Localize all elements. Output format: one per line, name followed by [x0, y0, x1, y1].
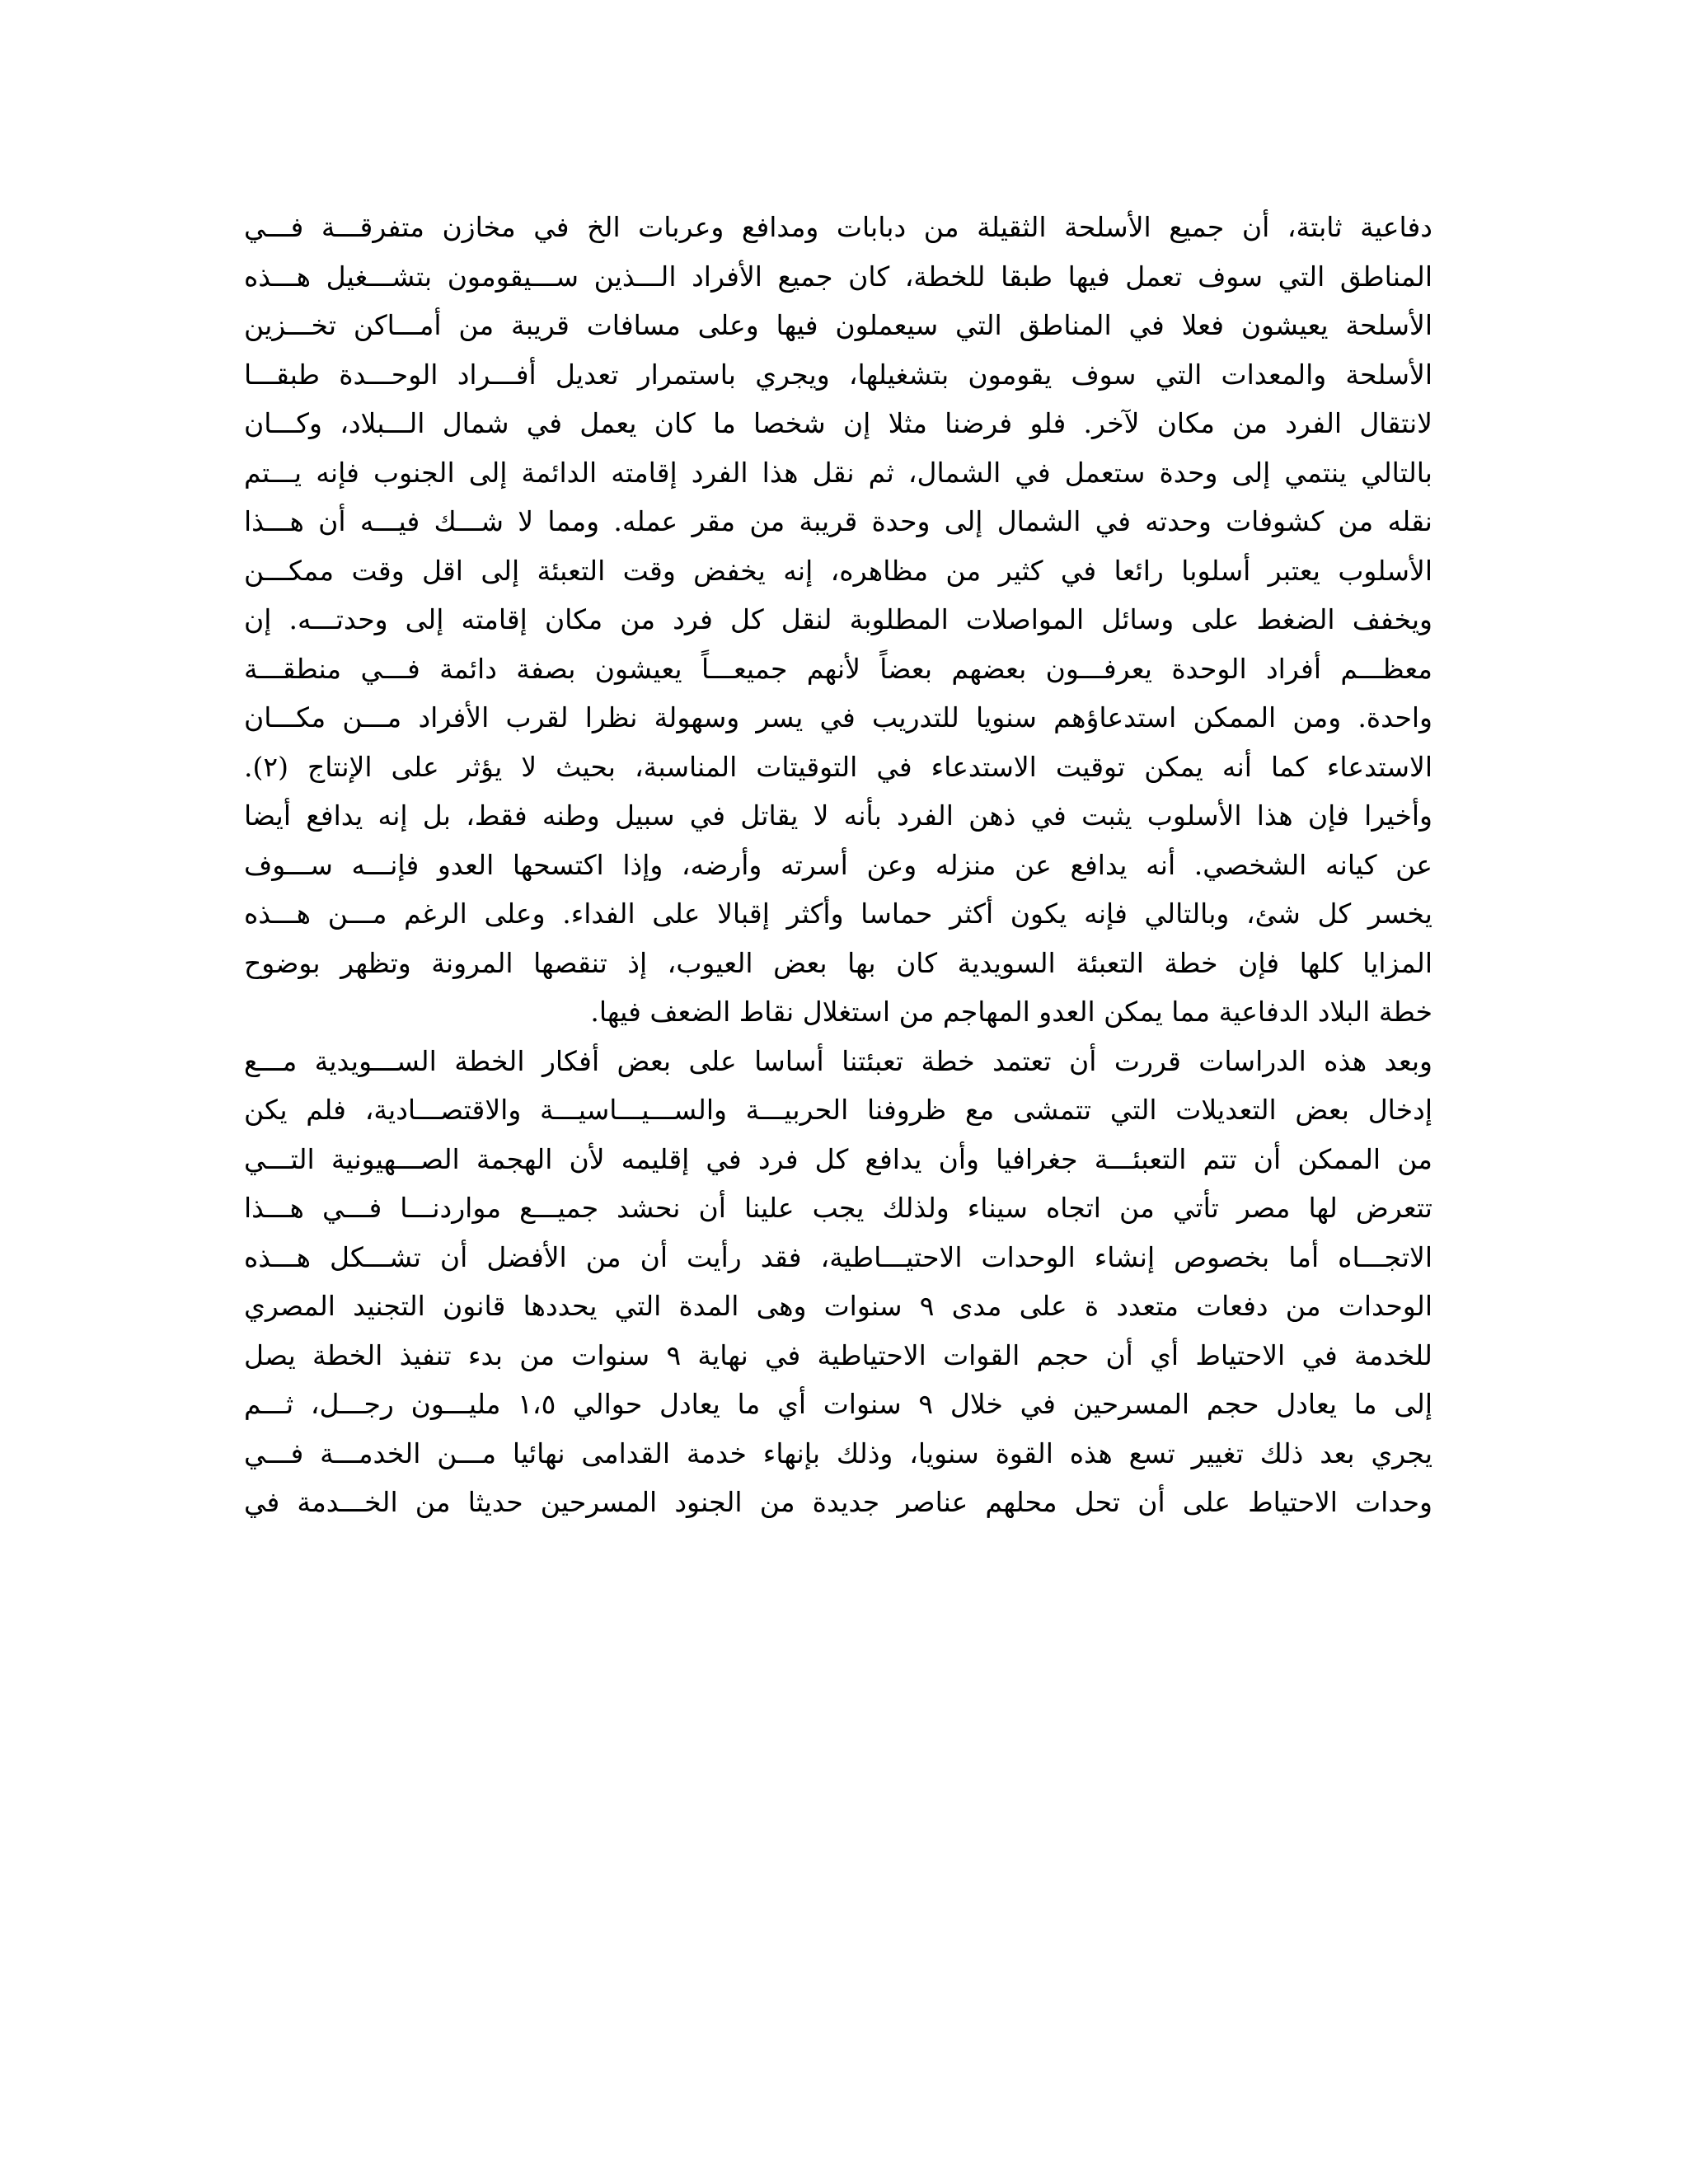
text-line: تتعرض لها مصر تأتي من اتجاه سيناء ولذلك يجب علينا أن نحشد جميـــع مواردنـــا فـــي هـــذا — [244, 1192, 1432, 1224]
text-line: إدخال بعض التعديلات التي تتمشى مع ظروفنا الحربيـــة والســـيـــاسيـــة والاقتصـــادية، فلم يكن — [244, 1094, 1432, 1126]
text-line: يجري بعد ذلك تغيير تسع هذه القوة سنويا، وذلك بإنهاء خدمة القدامى نهائيا مـــن الخدمـــة فـــي — [244, 1436, 1432, 1469]
body-text — [244, 203, 1432, 1527]
text-line: الأسلوب يعتبر أسلوبا رائعا في كثير من مظاهره، إنه يخفض وقت التعبئة إلى اقل وقت ممكـــن — [244, 554, 1432, 587]
text-line: الاستدعاء كما أنه يمكن توقيت الاستدعاء في التوقيتات المناسبة، بحيث لا يؤثر على الإنتاج (٢). — [244, 750, 1432, 783]
text-line: المزايا كلها فإن خطة التعبئة السويدية كان بها بعض العيوب، إذ تنقصها المرونة وتظهر بوضوح — [244, 946, 1432, 979]
text-line: نقله من كشوفات وحدته في الشمال إلى وحدة قريبة من مقر عمله. ومما لا شـــك فيـــه أن هـــذا — [244, 505, 1432, 537]
text-line: لانتقال الفرد من مكان لآخر. فلو فرضنا مثلا إن شخصا ما كان يعمل في شمال الـــبلاد، وكـــان — [244, 407, 1432, 439]
text-line: الأسلحة يعيشون فعلا في المناطق التي سيعملون فيها وعلى مسافات قريبة من أمـــاكن تخـــزين — [244, 309, 1432, 341]
text-line: معظـــم أفراد الوحدة يعرفـــون بعضهم بعضاً لأنهم جميعـــاً يعيشون بصفة دائمة فـــي منطقـــة — [244, 652, 1432, 685]
text-line: واحدة. ومن الممكن استدعاؤهم سنويا للتدريب في يسر وسهولة نظرا لقرب الأفراد مـــن مكـــان — [244, 701, 1432, 733]
text-line: للخدمة في الاحتياط أي أن حجم القوات الاحتياطية في نهاية ٩ سنوات من بدء تنفيذ الخطة يصل — [244, 1338, 1432, 1371]
text-line: وأخيرا فإن هذا الأسلوب يثبت في ذهن الفرد بأنه لا يقاتل في سبيل وطنه فقط، بل إنه يدافع أيضا — [244, 799, 1432, 832]
text-line: من الممكن أن تتم التعبئـــة جغرافيا وأن يدافع كل فرد في إقليمه لأن الهجمة الصـــهيونية التـــي — [244, 1142, 1432, 1175]
text-line: بالتالي ينتمي إلى وحدة ستعمل في الشمال، ثم نقل هذا الفرد إقامته الدائمة إلى الجنوب فإنه يـــتم — [244, 456, 1432, 489]
text-line: وبعد هذه الدراسات قررت أن تعتمد خطة تعبئتنا أساسا على بعض أفكار الخطة الســـويدية مـــع — [244, 1044, 1432, 1077]
text-line: خطة البلاد الدفاعية مما يمكن العدو المهاجم من استغلال نقاط الضعف فيها. — [590, 996, 1432, 1028]
text-line: الأسلحة والمعدات التي سوف يقومون بتشغيلها، ويجري باستمرار تعديل أفـــراد الوحـــدة طبقـــا — [244, 358, 1432, 391]
text-line: يخسر كل شئ، وبالتالي فإنه يكون أكثر حماسا وأكثر إقبالا على الفداء. وعلى الرغم مـــن هـــذه — [244, 898, 1432, 930]
text-line: الوحدات من دفعات متعدد ة على مدى ٩ سنوات وهى المدة التي يحددها قانون التجنيد المصري — [244, 1290, 1432, 1322]
text-line: المناطق التي سوف تعمل فيها طبقا للخطة، كان جميع الأفراد الـــذين ســـيقومون بتشـــغيل هـــذه — [244, 260, 1432, 293]
text-line: دفاعية ثابتة، أن جميع الأسلحة الثقيلة من دبابات ومدافع وعربات الخ في مخازن متفرقـــة فـــي — [244, 211, 1432, 243]
text-line: إلى ما يعادل حجم المسرحين في خلال ٩ سنوات أي ما يعادل حوالي ١،٥ مليـــون رجـــل، ثـــم — [244, 1388, 1432, 1420]
text-line: عن كيانه الشخصي. أنه يدافع عن منزله وعن أسرته وأرضه، وإذا اكتسحها العدو فإنـــه ســـوف — [244, 848, 1432, 881]
text-line: ويخفف الضغط على وسائل المواصلات المطلوبة لنقل كل فرد من مكان إقامته إلى وحدتـــه. إن — [244, 603, 1432, 635]
text-line: الاتجـــاه أما بخصوص إنشاء الوحدات الاحتيـــاطية، فقد رأيت أن من الأفضل أن تشـــكل هـــذه — [244, 1240, 1432, 1273]
text-line: وحدات الاحتياط على أن تحل محلهم عناصر جديدة من الجنود المسرحين حديثا من الخـــدمة في — [244, 1486, 1432, 1518]
